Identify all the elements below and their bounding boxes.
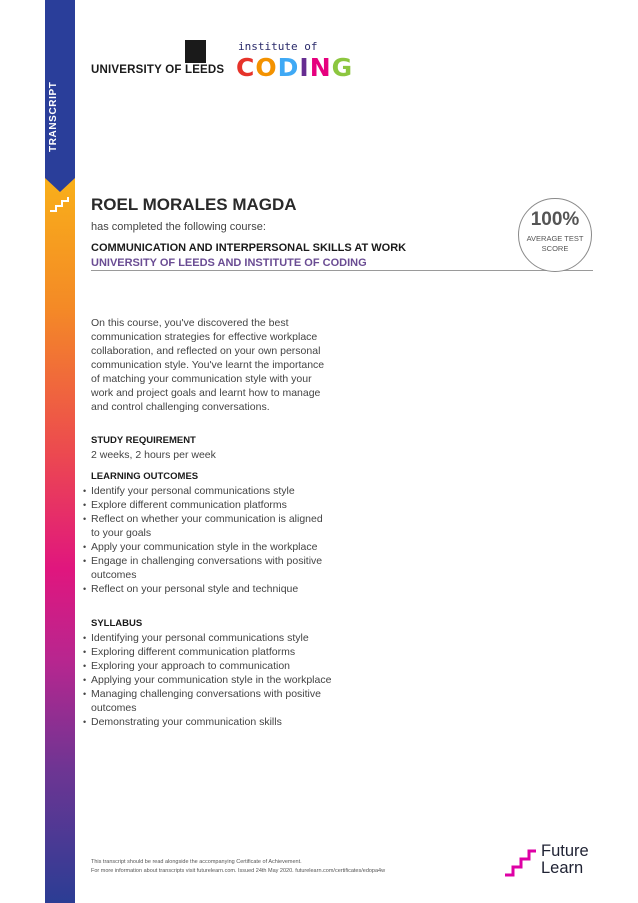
ioc-letter: N bbox=[309, 53, 332, 82]
ioc-letter: I bbox=[299, 53, 310, 82]
list-item: • Demonstrating your communication skills bbox=[83, 715, 333, 729]
divider bbox=[91, 270, 593, 271]
score-badge bbox=[518, 198, 592, 272]
list-item: • Explore different communication platforms bbox=[83, 498, 333, 512]
stairs-icon bbox=[49, 196, 71, 212]
footer-line-1: This transcript should be read alongside the accompanying Certificate of Achievement. bbox=[91, 859, 302, 865]
footer-line-2: For more information about transcripts visit futurelearn.com. Issued 24th May 2020. futurelearn.com/certificates/edopa4w bbox=[91, 868, 386, 874]
list-item: • Managing challenging conversations with positive outcomes bbox=[83, 687, 333, 715]
student-name: ROEL MORALES MAGDA bbox=[91, 195, 297, 214]
ioc-letter: O bbox=[255, 53, 278, 82]
learning-outcomes-heading: LEARNING OUTCOMES bbox=[91, 471, 199, 482]
syllabus-list bbox=[83, 631, 333, 729]
completed-text: has completed the following course: bbox=[91, 221, 266, 233]
score-label-line2: SCORE bbox=[541, 244, 569, 253]
list-item: • Identifying your personal communications style bbox=[83, 631, 333, 645]
transcript-tab-label: TRANSCRIPT bbox=[48, 81, 59, 152]
course-description: On this course, you've discovered the best communication strategies for effective workplace collaboration, and reflected on your own personal communication style. You've learnt the importance of matching your communication style with your work and project goals and learnt how to manage and control challenging conversations. bbox=[91, 317, 325, 413]
course-title: COMMUNICATION AND INTERPERSONAL SKILLS AT WORK bbox=[91, 242, 407, 254]
list-item: • Identify your personal communications style bbox=[83, 484, 333, 498]
list-item: • Applying your communication style in the workplace bbox=[83, 673, 333, 687]
list-item: • Reflect on your personal style and technique bbox=[83, 582, 333, 596]
list-item: • Reflect on whether your communication is aligned to your goals bbox=[83, 512, 333, 540]
score-label-line1: AVERAGE TEST bbox=[526, 234, 584, 243]
ioc-letter: C bbox=[236, 53, 256, 82]
learning-outcomes-list bbox=[83, 484, 333, 596]
futurelearn-logo-line2: Learn bbox=[541, 859, 584, 877]
list-item: • Exploring different communication platforms bbox=[83, 645, 333, 659]
university-crest-icon bbox=[185, 40, 206, 63]
footer-note bbox=[91, 858, 385, 876]
study-requirement-text: 2 weeks, 2 hours per week bbox=[91, 449, 216, 461]
futurelearn-logo-line1: Future bbox=[541, 842, 589, 860]
score-value: 100% bbox=[530, 209, 580, 230]
ioc-letter: G bbox=[331, 53, 354, 82]
list-item: • Apply your communication style in the workplace bbox=[83, 540, 333, 554]
list-item: • Exploring your approach to communication bbox=[83, 659, 333, 673]
ioc-logo-top: institute of bbox=[238, 40, 318, 53]
syllabus-heading: SYLLABUS bbox=[91, 618, 143, 629]
futurelearn-stairs-icon bbox=[503, 843, 537, 877]
leeds-logo-text: UNIVERSITY OF LEEDS bbox=[91, 64, 225, 76]
ioc-logo-word bbox=[236, 53, 353, 82]
list-item: • Engage in challenging conversations with positive outcomes bbox=[83, 554, 333, 582]
study-requirement-heading: STUDY REQUIREMENT bbox=[91, 435, 196, 446]
ioc-letter: D bbox=[277, 53, 300, 82]
course-provider: UNIVERSITY OF LEEDS AND INSTITUTE OF CODING bbox=[91, 257, 367, 269]
futurelearn-logo-text bbox=[541, 843, 589, 877]
